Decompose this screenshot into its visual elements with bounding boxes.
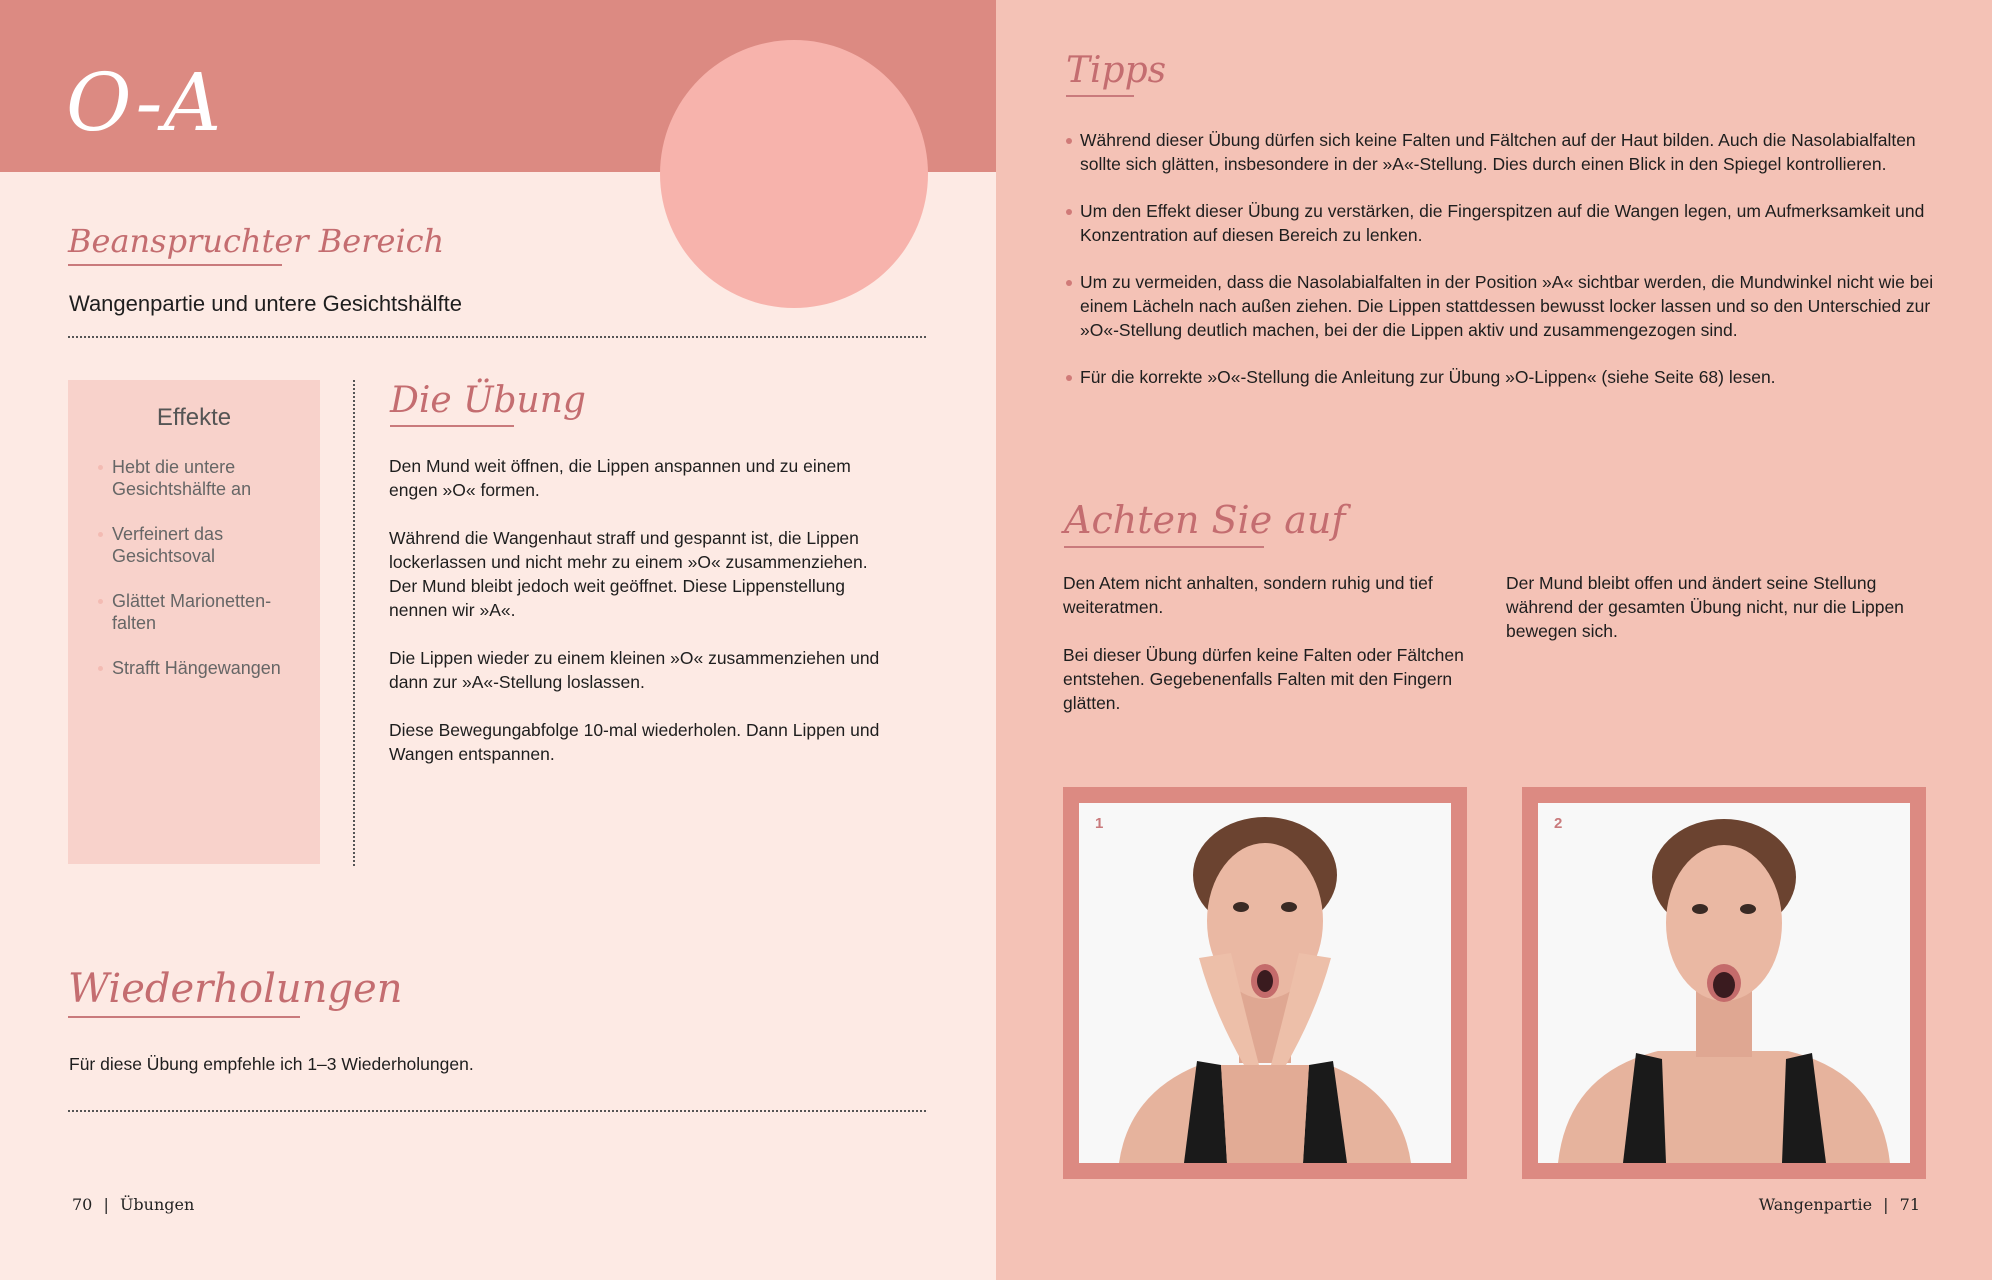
effects-item: Verfeinert das Gesichtsoval xyxy=(112,523,312,567)
right-page xyxy=(996,0,1992,1280)
footer-section: Wangenpartie xyxy=(1758,1195,1873,1214)
effects-title: Effekte xyxy=(156,404,232,431)
tip-item: Um zu vermeiden, dass die Nasolabialfalten in der Position »A« sichtbar werden, die Mundwinkel nicht wie bei einem Lächeln nach außen ziehen. Die Lippen stattdessen bewusst locker lassen und so den Unterschied zur »O«-Stellung deutlich machen, bei der die Lippen aktiv und zusammengezogen sind. xyxy=(1080,270,1940,342)
woman-a-face-illustration xyxy=(1538,803,1910,1163)
woman-o-face-illustration xyxy=(1079,803,1451,1163)
attention-column-2 xyxy=(1506,571,1936,667)
exercise-paragraph: Die Lippen wieder zu einem kleinen »O« zusammenziehen und dann zur »A«-Stellung loslassen. xyxy=(389,648,880,692)
photo-number: 1 xyxy=(1095,815,1104,832)
attention-column-1 xyxy=(1063,571,1483,739)
effects-item: Strafft Hängewangen xyxy=(112,657,312,679)
repetitions-divider xyxy=(68,1110,926,1112)
tip-item: Für die korrekte »O«-Stellung die Anleitung zur Übung »O-Lippen« (siehe Seite 68) lesen. xyxy=(1080,365,1940,389)
column-divider xyxy=(353,380,355,866)
exercise-paragraph: Während die Wangenhaut straff und gespannt ist, die Lippen lockerlassen und nicht mehr zu einem »O« zusammenziehen. Der Mund bleibt jedoch weit geöffnet. Diese Lippenstellung nennen wir »A«. xyxy=(389,528,868,620)
page-number: 71 xyxy=(1899,1195,1920,1214)
attention-heading-underline xyxy=(1064,546,1264,548)
tips-heading xyxy=(1066,50,1166,91)
exercise-photo-o-position xyxy=(1079,803,1451,1163)
effects-list xyxy=(112,456,312,702)
tips-list xyxy=(1080,128,1940,412)
effects-item: Hebt die untere Gesichtshälfte an xyxy=(112,456,312,500)
effects-box xyxy=(68,380,320,864)
area-heading xyxy=(68,222,444,260)
area-heading-underline xyxy=(68,264,282,266)
page-number: 70 xyxy=(72,1195,93,1214)
exercise-title: O-A xyxy=(66,56,223,149)
footer-section: Übungen xyxy=(119,1195,195,1214)
tips-heading-text: Tipps xyxy=(1066,50,1167,91)
repetitions-heading xyxy=(68,966,402,1012)
area-text: Wangenpartie und untere Gesichtshälfte xyxy=(69,291,462,316)
decorative-circle xyxy=(660,40,928,308)
tip-item: Während dieser Übung dürfen sich keine Falten und Fältchen auf der Haut bilden. Auch die Nasolabialfalten sollte sich glätten, insbesondere in der »A«-Stellung. Dies durch einen Blick in den Spiegel kontrollieren. xyxy=(1080,128,1940,176)
exercise-instructions xyxy=(389,454,889,790)
exercise-heading xyxy=(390,380,586,421)
attention-heading xyxy=(1064,498,1345,542)
attention-heading-text: Achten Sie auf xyxy=(1064,498,1346,542)
footer-separator: | xyxy=(103,1195,109,1214)
exercise-paragraph: Den Mund weit öffnen, die Lippen anspannen und zu einem engen »O« formen. xyxy=(389,456,851,500)
right-footer xyxy=(1759,1195,1920,1214)
tip-item: Um den Effekt dieser Übung zu verstärken, die Fingerspitzen auf die Wangen legen, um Aufmerksamkeit und Konzentration auf diesen Bereich zu lenken. xyxy=(1080,199,1940,247)
effects-item: Glättet Marionetten-falten xyxy=(112,590,312,634)
footer-separator: | xyxy=(1883,1195,1889,1214)
exercise-photo-a-position xyxy=(1538,803,1910,1163)
exercise-heading-underline xyxy=(390,425,514,427)
repetitions-text: Für diese Übung empfehle ich 1–3 Wiederholungen. xyxy=(69,1054,474,1074)
photo-frame-1 xyxy=(1063,787,1467,1179)
attention-paragraph: Den Atem nicht anhalten, sondern ruhig und tief weiteratmen. xyxy=(1063,573,1433,617)
attention-paragraph: Der Mund bleibt offen und ändert seine Stellung während der gesamten Übung nicht, nur die Lippen bewegen sich. xyxy=(1506,573,1904,641)
repetitions-heading-underline xyxy=(68,1016,300,1018)
area-heading-text: Beanspruchter Bereich xyxy=(68,222,445,260)
repetitions-heading-text: Wiederholungen xyxy=(68,966,403,1012)
tips-heading-underline xyxy=(1066,95,1134,97)
photo-number: 2 xyxy=(1554,815,1563,832)
exercise-heading-text: Die Übung xyxy=(390,380,586,421)
exercise-paragraph: Diese Bewegungabfolge 10-mal wiederholen. Dann Lippen und Wangen entspannen. xyxy=(389,720,880,764)
photo-frame-2 xyxy=(1522,787,1926,1179)
area-divider xyxy=(68,336,926,338)
attention-paragraph: Bei dieser Übung dürfen keine Falten oder Fältchen entstehen. Gegebenenfalls Falten mit den Fingern glätten. xyxy=(1063,645,1464,713)
left-footer xyxy=(72,1195,194,1214)
